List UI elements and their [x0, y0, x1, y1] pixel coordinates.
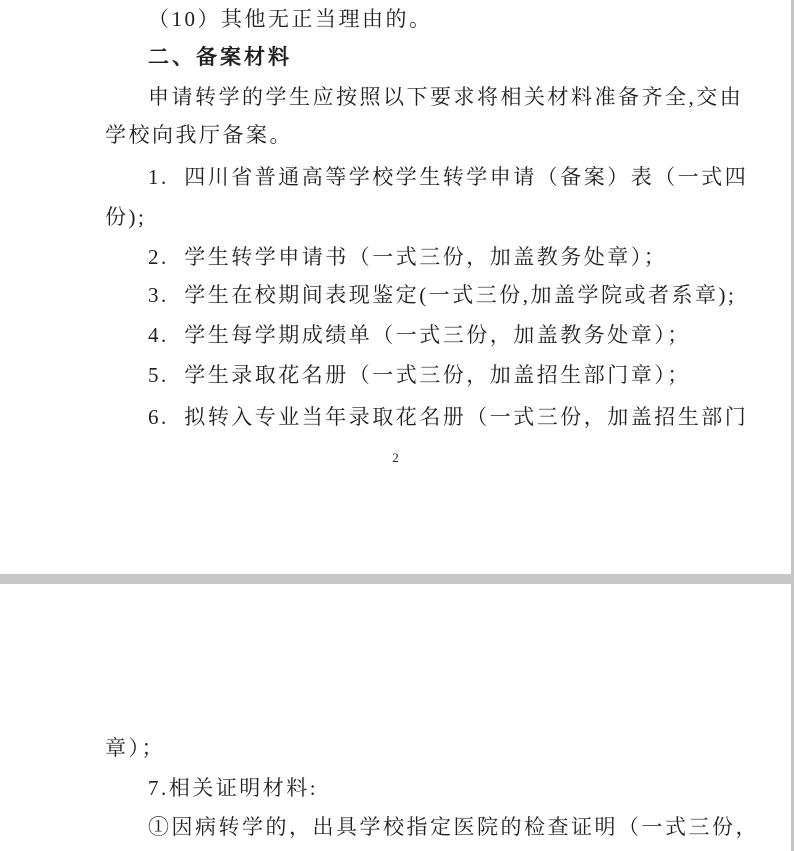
- text-line: ①因病转学的，出具学校指定医院的检查证明（一式三份，: [148, 815, 759, 839]
- page-number: 2: [392, 450, 399, 465]
- text-line: 份);: [105, 205, 147, 229]
- list-item: 6. 拟转入专业当年录取花名册（一式三份，加盖招生部门: [148, 405, 749, 429]
- list-item: 4. 学生每学期成绩单（一式三份，加盖教务处章）；: [148, 323, 691, 347]
- list-item: 5. 学生录取花名册（一式三份，加盖招生部门章）；: [148, 363, 691, 387]
- list-item: 3. 学生在校期间表现鉴定(一式三份,加盖学院或者系章);: [148, 283, 737, 307]
- text-line: 学校向我厅备案。: [105, 123, 293, 147]
- text-line: 申请转学的学生应按照以下要求将相关材料准备齐全,交由: [148, 85, 744, 109]
- list-item: 2. 学生转学申请书（一式三份，加盖教务处章）；: [148, 245, 668, 269]
- list-item: 7.相关证明材料:: [148, 776, 319, 800]
- list-item: 1. 四川省普通高等学校学生转学申请（备案）表（一式四: [148, 165, 749, 189]
- section-heading: 二、备案材料: [148, 45, 292, 69]
- text-line: （10）其他无正当理由的。: [148, 7, 433, 31]
- page-separator: [0, 574, 794, 584]
- text-line: 章）；: [105, 736, 165, 760]
- page-2: [0, 584, 791, 851]
